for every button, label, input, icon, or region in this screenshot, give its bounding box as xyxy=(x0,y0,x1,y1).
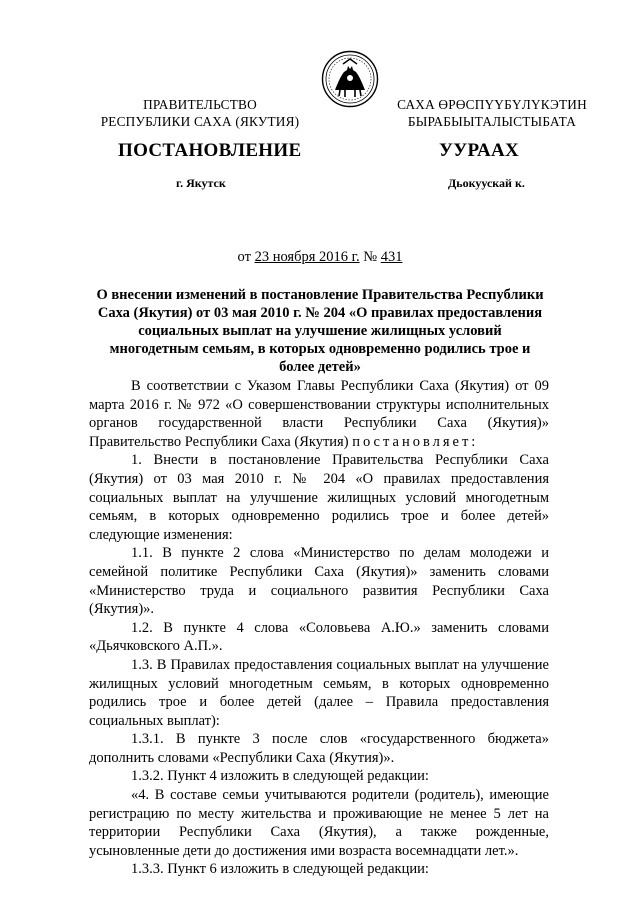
header-right-line1: САХА ӨРӨСПҮҮБҮЛҮКЭТИН xyxy=(397,97,587,112)
decree-body xyxy=(89,377,549,879)
date-prefix: от xyxy=(237,249,251,265)
government-header-sah xyxy=(372,96,612,130)
header-left-line1: ПРАВИТЕЛЬСТВО xyxy=(143,97,257,112)
resolves-word: постановляет: xyxy=(352,433,479,450)
decree-subject: О внесении изменений в постановление Правительства Республики Саха (Якутия) от 03 мая 2010 г. № 204 «О правилах предоставления социальных выплат на улучшение жилищных условий многодетным семьям, в которых одновременно родились трое и более детей» xyxy=(96,287,544,375)
doc-type-title-ru: ПОСТАНОВЛЕНИЕ xyxy=(118,140,302,161)
header-left-line2: РЕСПУБЛИКИ САХА (ЯКУТИЯ) xyxy=(100,114,300,129)
preamble-paragraph xyxy=(89,377,549,451)
clause-1-3: 1.3. В Правилах предоставления социальных выплат на улучшение жилищных условий многодетным семьям, в которых одновременно родились трое и более детей (далее – Правила предоставления социальных выплат): xyxy=(89,656,549,729)
government-header-ru xyxy=(95,96,305,130)
header-right-line2: БЫРАБЫЫТАЛЫСТЫБАТА xyxy=(407,114,577,129)
clause-1-3-2: 1.3.2. Пункт 4 изложить в следующей редакции: xyxy=(131,768,429,785)
coat-of-arms-icon xyxy=(321,50,379,108)
clause-1: 1. Внести в постановление Правительства Республики Саха (Якутия) от 03 мая 2010 г. № 204 «О правилах предоставления социальных выплат на улучшение жилищных условий многодетным семьям, в которых одновременно родились трое и более детей» следующие изменения: xyxy=(89,452,549,543)
clause-1-3-1: 1.3.1. В пункте 3 после слов «государственного бюджета» дополнить словами «Республики Саха (Якутия)». xyxy=(89,731,549,766)
city-sah: Дьокуускай к. xyxy=(448,176,525,190)
clause-1-2: 1.2. В пункте 4 слова «Соловьева А.Ю.» заменить словами «Дьячковского А.П.». xyxy=(89,619,549,655)
clause-1-1: 1.1. В пункте 2 слова «Министерство по делам молодежи и семейной политике Республики Саха (Якутия)» заменить словами «Министерство труда и социального развития Республики Саха (Якутия)». xyxy=(89,545,549,618)
decree-number: 431 xyxy=(380,249,403,265)
decree-date: 23 ноября 2016 г. xyxy=(254,249,360,265)
city-ru: г. Якутск xyxy=(176,176,226,190)
date-number-line xyxy=(0,249,640,266)
preamble-text: В соответствии с Указом Главы Республики Саха (Якутия) от 09 марта 2016 г. № 972 «О совершенствовании структуры исполнительных органов государственной власти Республики Саха (Якутия)» Правительство Республики Саха (Якутия) xyxy=(89,378,549,450)
number-sign: № xyxy=(363,249,378,265)
clause-1-3-3: 1.3.3. Пункт 6 изложить в следующей редакции: xyxy=(131,861,429,878)
clause-1-3-2-text: «4. В составе семьи учитываются родители (родитель), имеющие регистрацию по месту жительства и проживающие не менее 5 лет на территории Республики Саха (Якутия), а также рожденные, усыновленные дети до достижения ими возраста восемнадцати лет.». xyxy=(89,787,549,859)
doc-type-title-sah: УУРААХ xyxy=(439,140,520,161)
